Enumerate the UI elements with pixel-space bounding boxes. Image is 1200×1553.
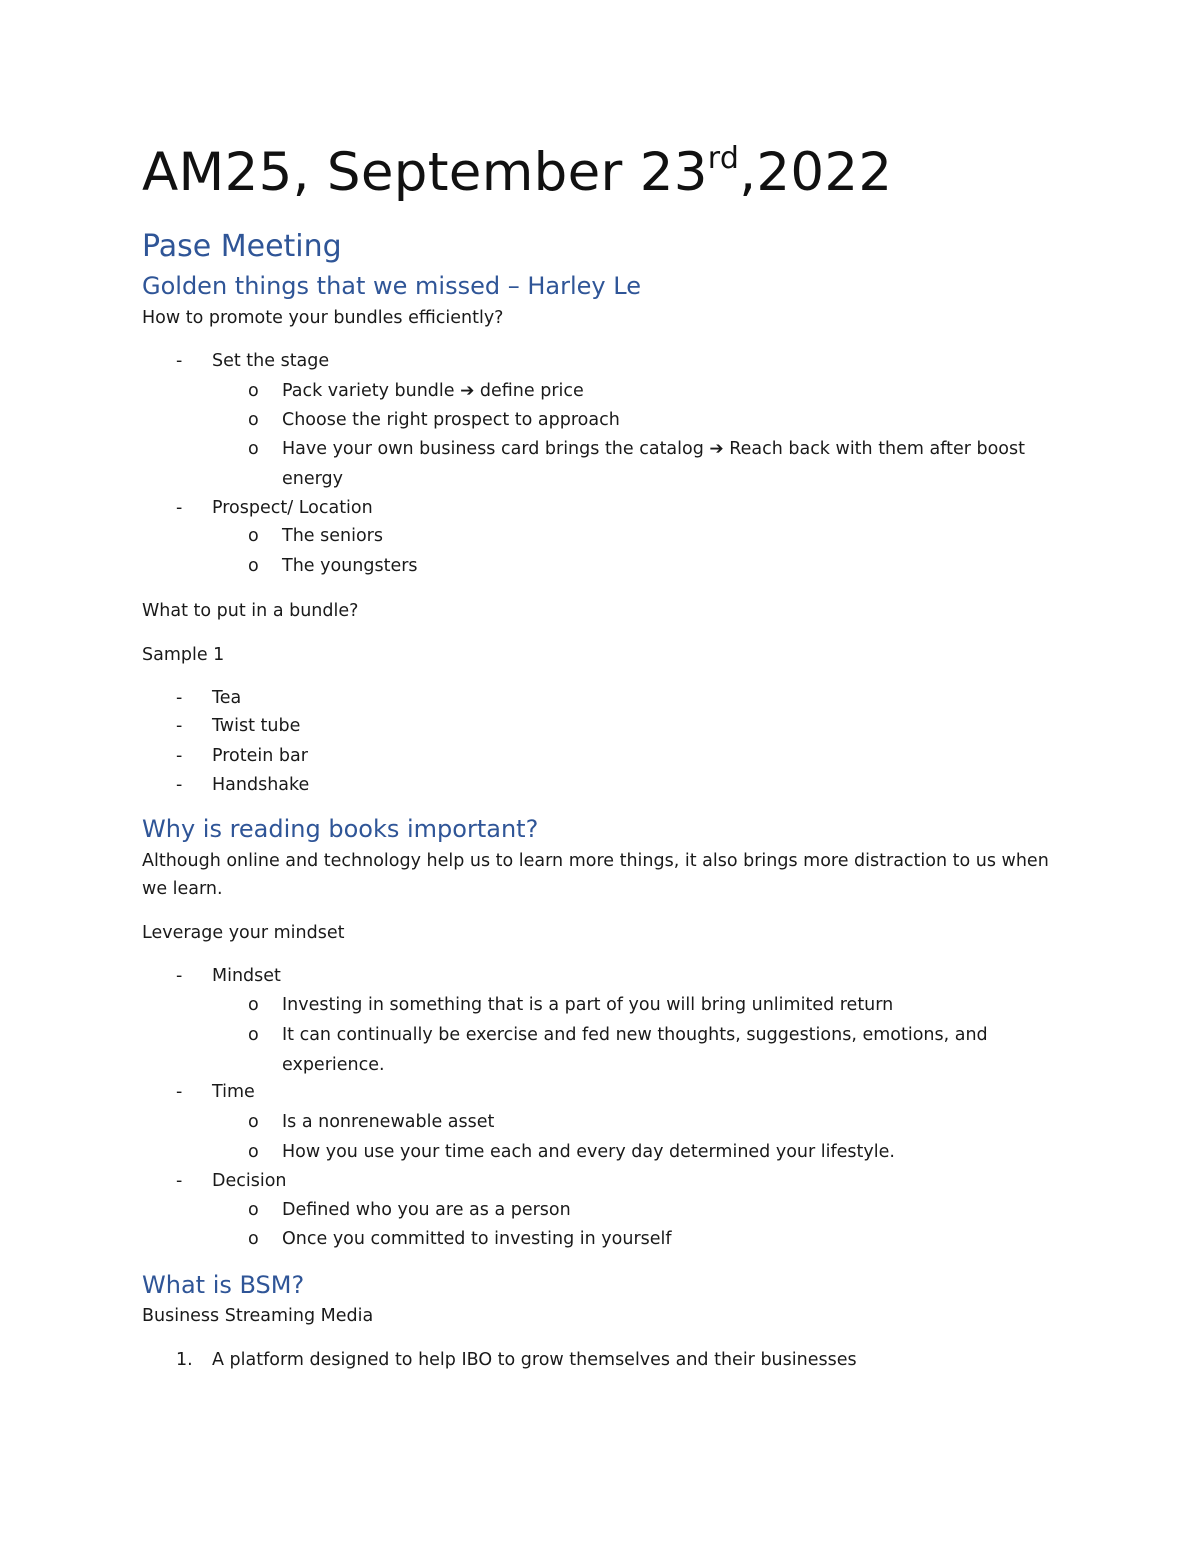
circle-marker: o [248, 1229, 259, 1249]
circle-marker: o [248, 1025, 259, 1045]
number-marker: 1. [176, 1350, 193, 1370]
section-heading-bsm: What is BSM? [142, 1271, 305, 1299]
circle-marker: o [248, 1142, 259, 1162]
dash-marker: - [176, 716, 183, 736]
reading-paragraph: Although online and technology help us to learn more things, it also brings more distraction to us when we learn. [142, 851, 1049, 899]
circle-marker: o [248, 995, 259, 1015]
leverage-label: Leverage your mindset [142, 923, 345, 943]
arrow-right-icon: ➔ [460, 381, 475, 401]
bsm-subtitle: Business Streaming Media [142, 1306, 374, 1326]
question-promote-bundles: How to promote your bundles efficiently? [142, 308, 504, 328]
circle-marker: o [248, 526, 259, 546]
section-heading-reading-books: Why is reading books important? [142, 815, 539, 843]
sample-label: Sample 1 [142, 645, 225, 665]
circle-marker: o [248, 381, 259, 401]
circle-marker: o [248, 1112, 259, 1132]
dash-marker: - [176, 498, 183, 518]
dash-marker: - [176, 351, 183, 371]
circle-marker: o [248, 410, 259, 430]
document-title: AM25, September 23rd,2022 [142, 141, 893, 203]
dash-marker: - [176, 775, 183, 795]
meeting-heading: Pase Meeting [142, 229, 342, 264]
circle-marker: o [248, 556, 259, 576]
arrow-right-icon: ➔ [709, 439, 724, 459]
dash-marker: - [176, 1171, 183, 1191]
section-heading-golden-things: Golden things that we missed – Harley Le [142, 272, 641, 300]
circle-marker: o [248, 439, 259, 459]
question-bundle-contents: What to put in a bundle? [142, 601, 359, 621]
dash-marker: - [176, 688, 183, 708]
circle-marker: o [248, 1200, 259, 1220]
dash-marker: - [176, 746, 183, 766]
dash-marker: - [176, 1082, 183, 1102]
dash-marker: - [176, 966, 183, 986]
